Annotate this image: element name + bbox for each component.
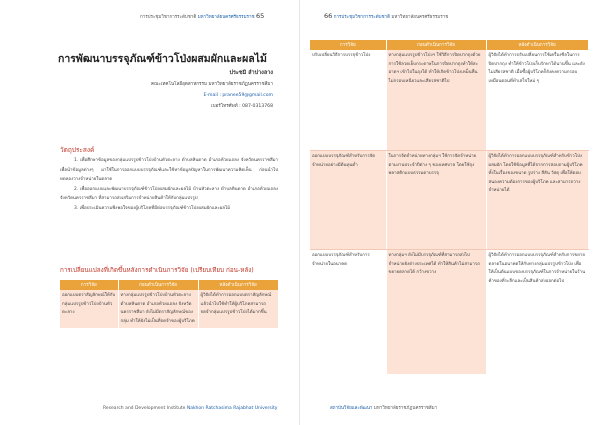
header-journal: มหาวิทยาลัยนครศรีธรรมราช	[391, 15, 449, 20]
table-row	[310, 151, 588, 250]
table-cell: ออกแบบตราสัญลักษณ์ให้กับกลุ่มแปรรูปข้าวโป่งบ้านหัวตะลาง	[60, 290, 118, 328]
table-cell: ทางกลุ่มฯ ยังไม่มีบรรจุภัณฑ์ที่สามารถส่งไปจำหน่ายยังต่างประเทศได้ ทำให้สินค้าไม่สามารถขยายตลาดได้ กว้างขวาง	[386, 250, 486, 375]
table-row	[60, 290, 278, 328]
running-header	[140, 12, 264, 20]
header-prefix: การประชุมวิชาการระดับชาติ	[333, 15, 390, 20]
table-header: การวิจัย	[60, 280, 118, 290]
page-footer	[103, 406, 277, 411]
table-cell: ผู้วิจัยได้ทำการปรับเปลี่ยนการใช้เครื่องซีลในการปิดปากถุง ทำให้ข้าวโป่งเก็บรักษาได้นานขึ้น และยังไม่เสียรสชาติ เมื่อซื้อผู้บริโภคก็ยังคงความกรอบเหมือนตอนที่ทำเสร็จใหม่ ๆ	[486, 50, 588, 151]
table-header: ก่อนดำเนินการวิจัย	[386, 40, 486, 50]
footer-text: Research and Development Institute	[103, 406, 186, 411]
page-number: 66	[324, 12, 333, 20]
table-row	[310, 50, 588, 151]
objectives-body	[60, 156, 278, 214]
table-cell: ผู้วิจัยได้ทำการออกแบบบรรจุภัณฑ์สำหรับการขยายตลาดในอนาคตให้กับทางกลุ่มแปรรูปข้าวโป่ง เพื่อให้เป็นต้นแบบของบรรจุภัณฑ์ในการจำหน่ายในร้านค้าของที่ระลึกและเป็นสินค้าส่งออกต่อไป	[486, 250, 588, 375]
running-header	[324, 12, 448, 20]
footer-university: มหาวิทยาลัยราชภัฏนครราชสีมา	[373, 406, 438, 411]
header-prefix: การประชุมวิชาการระดับชาติ	[140, 15, 197, 20]
page-number: 65	[256, 12, 265, 20]
comparison-table	[60, 280, 279, 328]
author-name: ประชมิ ลำปางลาง	[229, 70, 273, 76]
table-cell: ออกแบบบรรจุภัณฑ์สำหรับการจัดจำหน่ายอย่างมีต้นทุนต่ำ	[310, 151, 386, 250]
table-cell: ทางกลุ่มแปรรูปข้าวโป่งฯ ใช้วิธีการปิดปากถุงด้วยการใช้ลวดเย็บกระดาษในการปิดปากถุงทำให้สะอาดฯ เข้าไปในถุงได้ ทำให้เกิดข้าวโป่งเหม็นหืน ไม่กรอบเหนียวและเสียรสชาติไป	[386, 50, 486, 151]
table-header: หลังดำเนินการวิจัย	[198, 280, 278, 290]
right-page	[300, 0, 600, 425]
table-cell: ออกแบบบรรจุภัณฑ์สำหรับการจำหน่ายในอนาคต	[310, 250, 386, 375]
table-cell: ผู้วิจัยได้ทำการออกแบบบรรจุภัณฑ์สำหรับข้าวโป่งผสมผัก โดยใช้ข้อมูลที่ได้จากการสอบถามผู้บริโภค ทั้งในเรื่องของขนาด รูปร่าง สีสัน วัสดุ เพื่อให้ตอบสนองความต้องการของผู้บริโภค และสามารถวางจำหน่ายได้	[486, 151, 588, 250]
article-title: การพัฒนาบรรจุภัณฑ์ข้าวโป่งผสมผักและผลไม้	[58, 53, 267, 65]
objective-item: 1. เพื่อศึกษาข้อมูลของกลุ่มแปรรูปข้าวโป่งบ้านหัวตะลาง ตำบลหินดาด อำเภอห้วยแถลง จังหวัดนครราชสีมา เพื่อนำข้อมูลต่างๆ มาใช้ในการออกแบบบรรจุภัณฑ์และใช้หาข้อมูลปัญหาในการพัฒนาความคิดเห็น ก่อนนำไปทดลองวางจำหน่ายในตลาด	[60, 158, 278, 183]
footer-text: สถาบันวิจัยและพัฒนา	[330, 406, 373, 411]
author-affiliation: คณะเทคโนโลยีอุตสาหกรรม มหาวิทยาลัยราชภัฏนครราชสีมา	[151, 82, 273, 87]
objective-item: 3. เพื่อประเมินความพึงพอใจของผู้บริโภคที่มีต่อบรรจุภัณฑ์ข้าวโป่งผสมผักและผลไม้	[74, 205, 231, 211]
table-cell: ปรับเปลี่ยนวิธีการบรรจุข้าวโป่ง	[310, 50, 386, 151]
table-header: การวิจัย	[310, 40, 386, 50]
page-footer	[330, 404, 437, 411]
footer-university: Nakhon Ratchasima Rajabhat University	[186, 406, 278, 411]
table-cell: ทางกลุ่มแปรรูปข้าวโป่งบ้านหัวตะลาง ตำบลหินดาด อำเภอห้วยแถลง จังหวัดนครราชสีมา ยังไม่มีตราสัญลักษณ์ของกลุ่ม ทำให้ยังไม่เป็นที่จดจำของผู้บริโภค	[118, 290, 198, 328]
changes-heading: การเปลี่ยนแปลงที่เกิดขึ้นหลังการดำเนินการวิจัย (เปรียบเทียบ ก่อน-หลัง)	[60, 267, 254, 274]
objective-item: 2. เพื่อออกแบบและพัฒนาบรรจุภัณฑ์ข้าวโป่งผสมผักและผลไม้ บ้านหัวตะลาง ตำบลหินดาด อำเภอห้วยแถลง จังหวัดนครราชสีมา ที่สามารถส่งเสริมการจำหน่ายสินค้าให้กับกลุ่มแปรรูป	[60, 186, 278, 202]
comparison-table-continued	[310, 40, 589, 374]
author-email[interactable]: E-mail : pranee59@gmail.com	[203, 93, 273, 98]
table-header: ก่อนดำเนินการวิจัย	[118, 280, 198, 290]
table-row	[310, 250, 588, 375]
header-journal: มหาวิทยาลัยนครศรีธรรมราช	[197, 15, 255, 20]
table-cell: ในการจัดจำหน่ายทางกลุ่มฯ ใช้การจัดจำหน่ายตามงานประจำปีต่าง ๆ ของเทศบาล โดยใช้ถุงพลาสติกแบบธรรมดาบรรจุ	[386, 151, 486, 250]
table-cell: ผู้วิจัยได้ทำการออกแบบตราสัญลักษณ์แล้วนำไปใช้ทำให้ผู้บริโภคสามารถจดจำกลุ่มแปรรูปข้าวโป่งได้มากขึ้น	[198, 290, 278, 328]
objectives-heading: วัตถุประสงค์	[60, 146, 95, 154]
author-phone: เบอร์โทรศัพท์ : 087-0313768	[211, 104, 273, 109]
table-header: หลังดำเนินการวิจัย	[486, 40, 588, 50]
